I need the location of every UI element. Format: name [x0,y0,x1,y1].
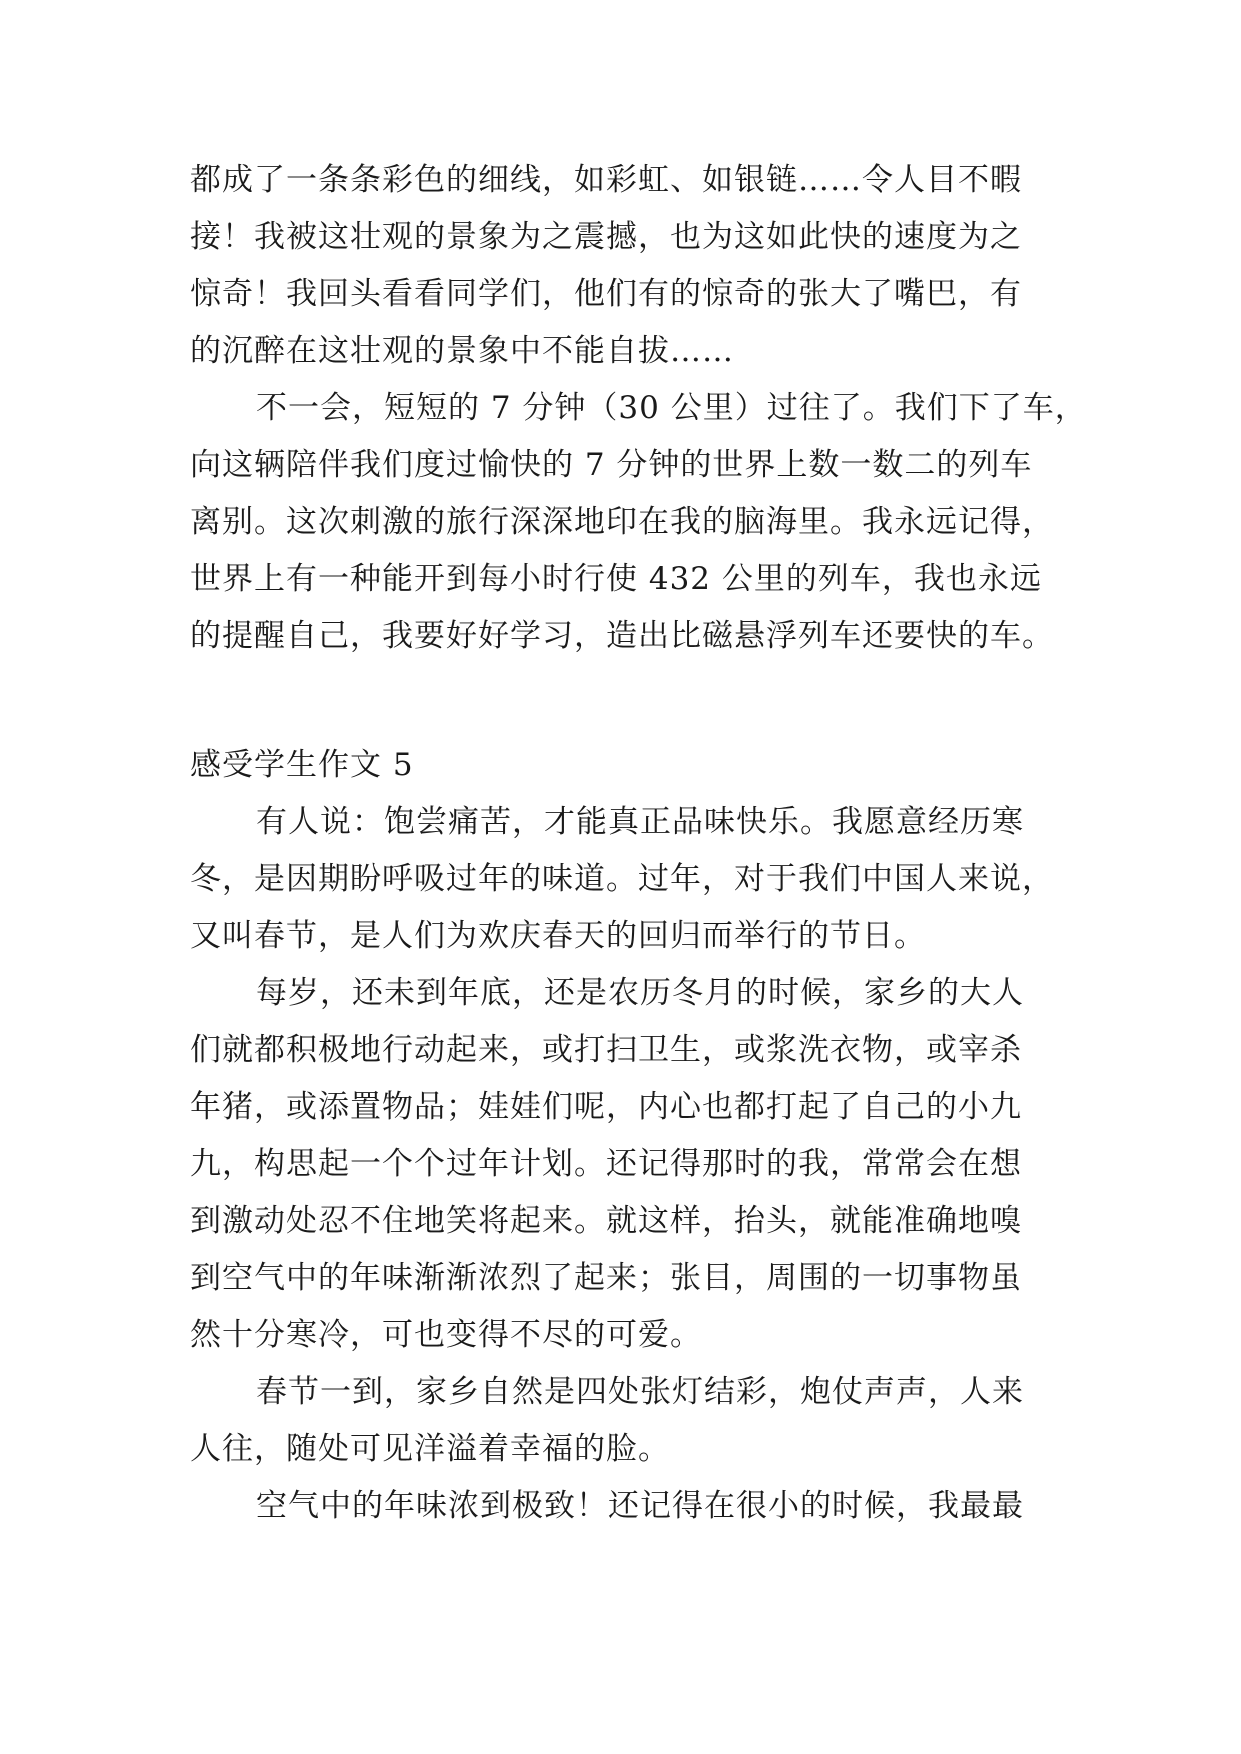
text-line: 惊奇！我回头看看同学们，他们有的惊奇的张大了嘴巴，有 [190,276,1022,312]
text-line: 世界上有一种能开到每小时行使 432 公里的列车，我也永远 [190,561,1042,597]
essay-title: 感受学生作文 5 [190,747,414,783]
text-line: 到空气中的年味渐渐浓烈了起来；张目，周围的一切事物虽 [190,1260,1022,1296]
text-line: 每岁，还未到年底，还是农历冬月的时候，家乡的大人 [256,975,1024,1011]
text-line: 人往，随处可见洋溢着幸福的脸。 [190,1431,670,1467]
text-line: 的提醒自己，我要好好学习，造出比磁悬浮列车还要快的车。 [190,618,1054,654]
document-body [190,152,1087,1535]
text-line: 到激动处忍不住地笑将起来。就这样，抬头，就能准确地嗅 [190,1203,1022,1239]
text-line: 不一会，短短的 7 分钟（30 公里）过往了。我们下了车， [256,390,1087,426]
text-line: 向这辆陪伴我们度过愉快的 7 分钟的世界上数一数二的列车 [190,447,1033,483]
text-line: 九，构思起一个个过年计划。还记得那时的我，常常会在想 [190,1146,1022,1182]
text-line: 年猪，或添置物品；娃娃们呢，内心也都打起了自己的小九 [190,1089,1022,1125]
text-line: 离别。这次刺激的旅行深深地印在我的脑海里。我永远记得， [190,504,1054,540]
text-line: 们就都积极地行动起来，或打扫卫生，或浆洗衣物，或宰杀 [190,1032,1022,1068]
text-line: 空气中的年味浓到极致！还记得在很小的时候，我最最 [256,1488,1024,1524]
text-line: 冬，是因期盼呼吸过年的味道。过年，对于我们中国人来说， [190,861,1054,897]
text-line: 的沉醉在这壮观的景象中不能自拔…… [190,333,734,369]
text-line: 接！我被这壮观的景象为之震撼，也为这如此快的速度为之 [190,219,1022,255]
text-line: 春节一到，家乡自然是四处张灯结彩，炮仗声声，人来 [256,1374,1024,1410]
text-line: 然十分寒冷，可也变得不尽的可爱。 [190,1317,702,1353]
section-gap [190,665,1050,737]
text-line: 有人说：饱尝痛苦，才能真正品味快乐。我愿意经历寒 [256,804,1024,840]
text-line: 都成了一条条彩色的细线，如彩虹、如银链……令人目不暇 [190,162,1022,198]
text-line: 又叫春节，是人们为欢庆春天的回归而举行的节日。 [190,918,926,954]
